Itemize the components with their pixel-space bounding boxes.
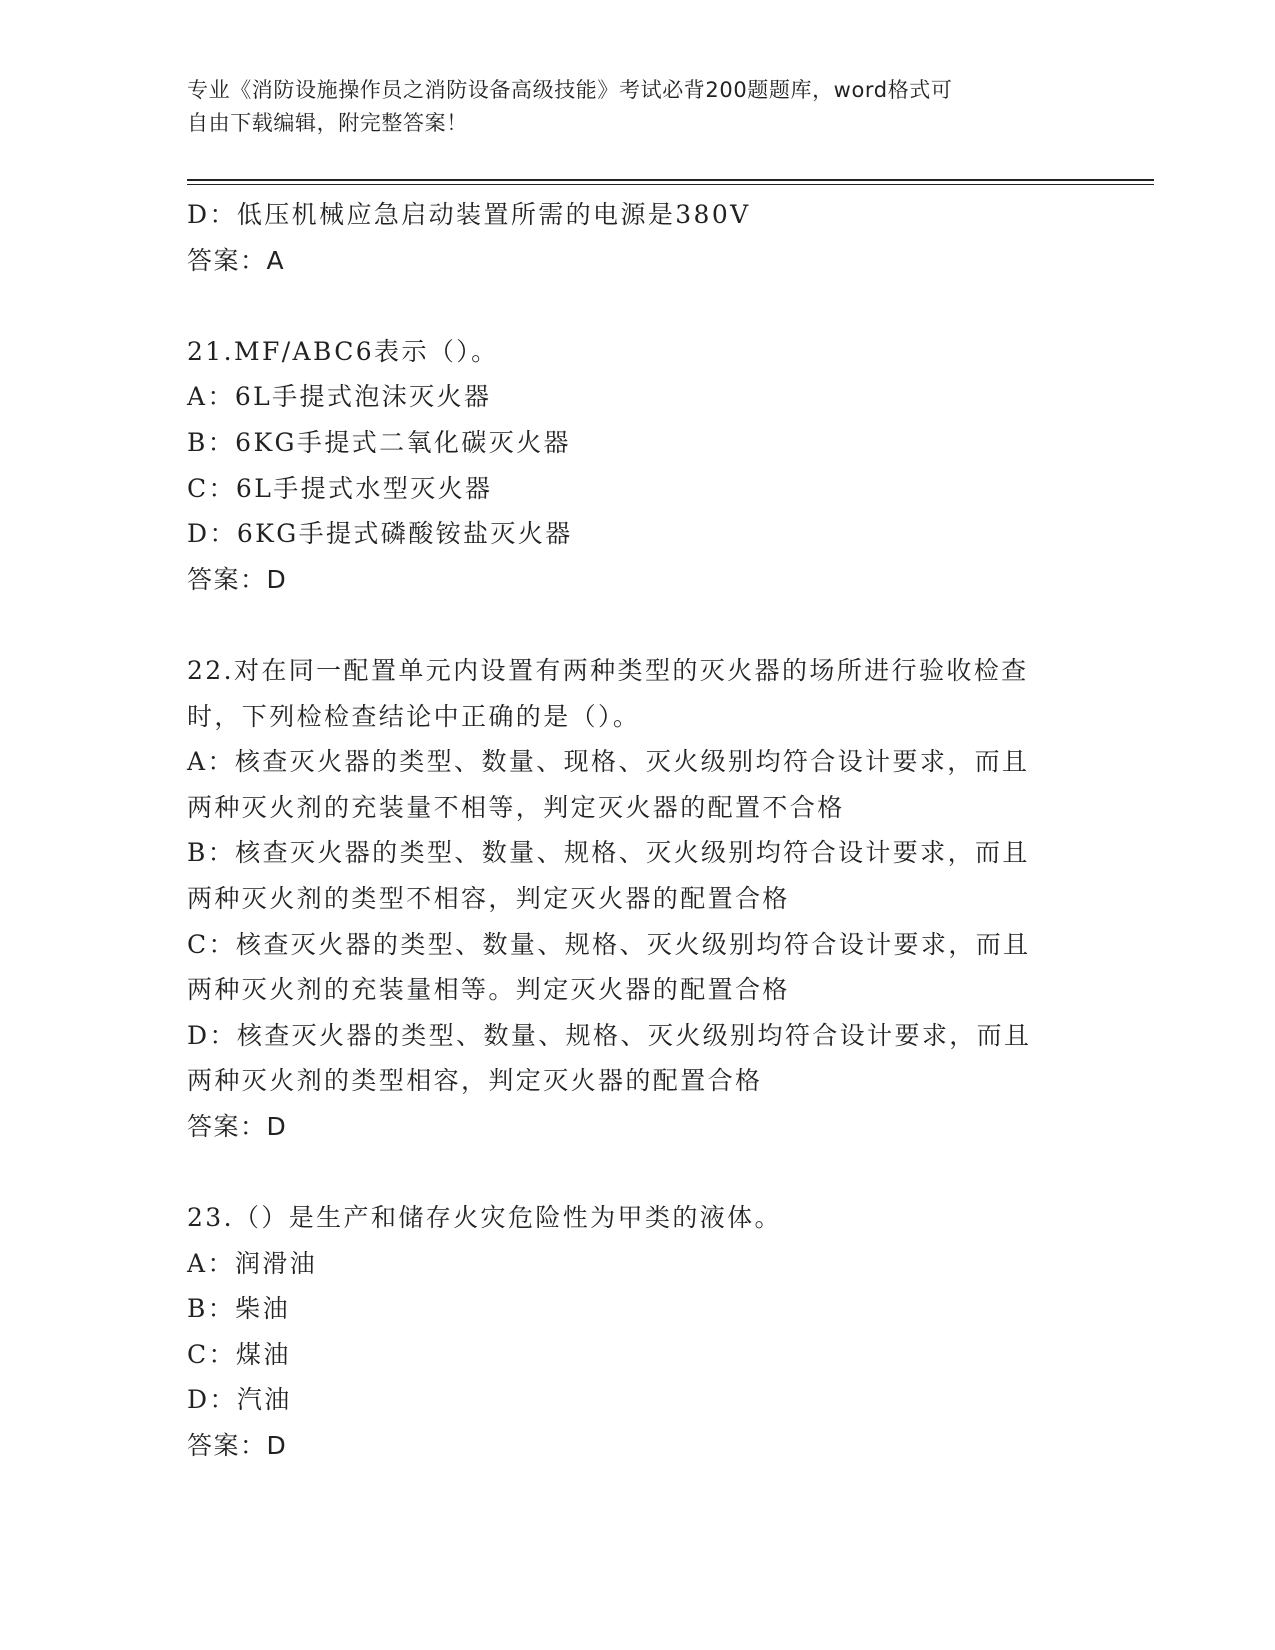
header-line-1: 专业《消防设施操作员之消防设备高级技能》考试必背200题题库，word格式可 <box>187 78 953 102</box>
option-a-line-1: A：核查灭火器的类型、数量、现格、灭火级别均符合设计要求，而且 <box>187 747 1030 777</box>
option-a-line-2: 两种灭火剂的充装量不相等，判定灭火器的配置不合格 <box>187 792 845 822</box>
option-b-line-2: 两种灭火剂的类型不相容，判定灭火器的配置合格 <box>187 883 790 913</box>
option-d-line-1: D：核查灭火器的类型、数量、规格、灭火级别均符合设计要求，而且 <box>187 1020 1032 1050</box>
option-d: D：6KG手提式磷酸铵盐灭火器 <box>187 519 573 549</box>
question-stem: 23.（）是生产和储存火灾危险性为甲类的液体。 <box>187 1203 782 1233</box>
question-stem-line-2: 时，下列检检查结论中正确的是（）。 <box>187 701 641 731</box>
header-line-2: 自由下载编辑，附完整答案！ <box>187 111 468 135</box>
question-stem: 21.MF/ABC6表示（）。 <box>187 336 499 366</box>
option-d-line-2: 两种灭火剂的类型相容，判定灭火器的配置合格 <box>187 1066 763 1096</box>
question-list <box>187 192 1087 1469</box>
spacer <box>187 283 1087 329</box>
option-c-line-1: C：核查灭火器的类型、数量、规格、灭火级别均符合设计要求，而且 <box>187 929 1031 959</box>
option-d: D：低压机械应急启动装置所需的电源是380V <box>187 200 751 229</box>
option-c: C：煤油 <box>187 1339 291 1369</box>
answer-line: 答案：A <box>187 245 286 275</box>
question-23 <box>187 1195 1087 1469</box>
question-stem-line-1: 22.对在同一配置单元内设置有两种类型的灭火器的场所进行验收检查 <box>187 655 1029 685</box>
answer-line: 答案：D <box>187 1431 288 1461</box>
spacer <box>187 1149 1087 1195</box>
option-b: B：柴油 <box>187 1294 290 1324</box>
question-22 <box>187 648 1087 1150</box>
question-20-tail <box>187 192 1087 283</box>
question-21 <box>187 329 1087 603</box>
option-b-line-1: B：核查灭火器的类型、数量、规格、灭火级别均符合设计要求，而且 <box>187 838 1030 868</box>
spacer <box>187 602 1087 648</box>
option-a: A：6L手提式泡沫灭火器 <box>187 382 492 412</box>
option-a: A：润滑油 <box>187 1248 318 1278</box>
answer-line: 答案：D <box>187 1111 288 1141</box>
header-divider <box>187 179 1154 185</box>
option-b: B：6KG手提式二氧化碳灭火器 <box>187 427 571 457</box>
answer-line: 答案：D <box>187 564 288 594</box>
document-header <box>187 74 1067 140</box>
option-c: C：6L手提式水型灭火器 <box>187 473 493 503</box>
option-d: D：汽油 <box>187 1385 292 1415</box>
option-c-line-2: 两种灭火剂的充装量相等。判定灭火器的配置合格 <box>187 975 790 1005</box>
